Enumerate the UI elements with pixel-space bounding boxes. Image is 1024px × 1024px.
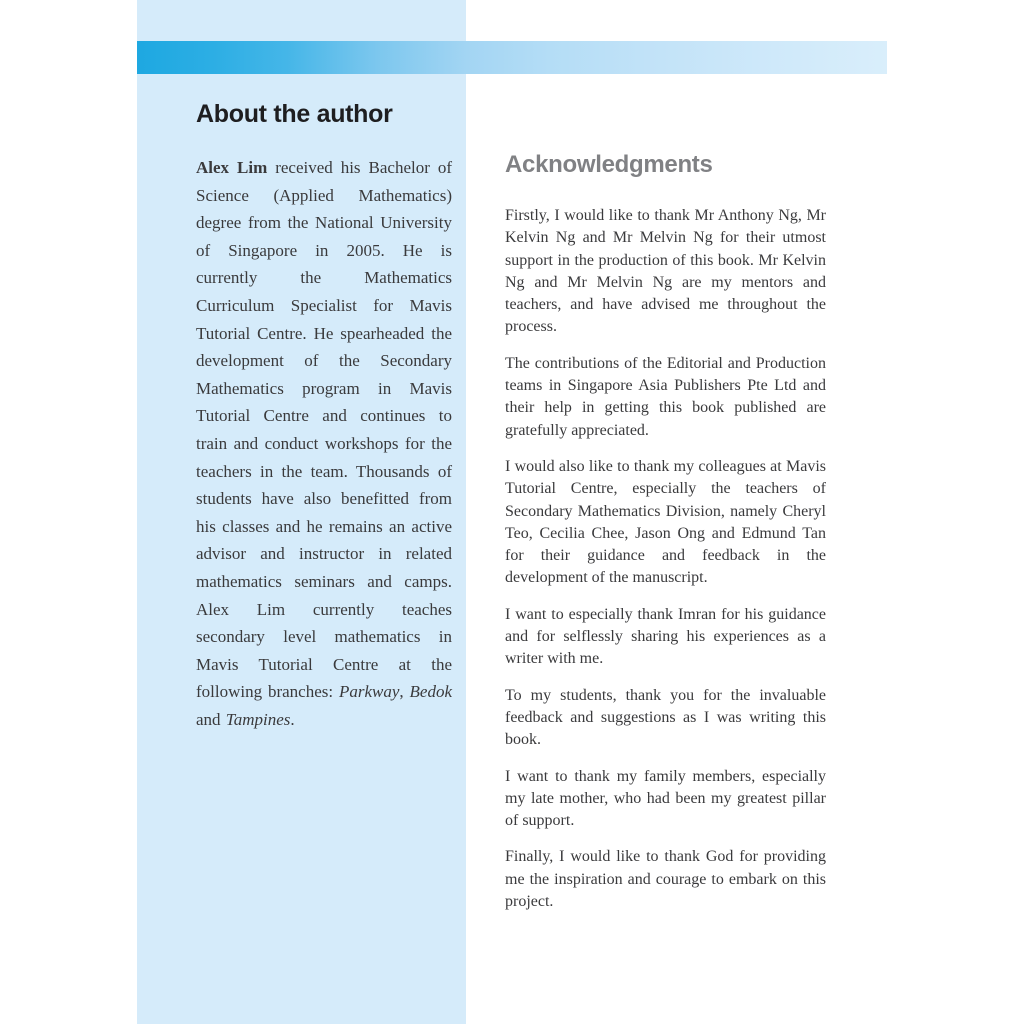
acknowledgments-paragraph-1: Firstly, I would like to thank Mr Anthony Ng, Mr Kelvin Ng and Mr Melvin Ng for their utmost support in the production of this book. Mr Kelvin Ng and Mr Melvin Ng are my mentors and teachers, and have advised me throughout the process. bbox=[505, 207, 826, 336]
acknowledgments-paragraph-7: Finally, I would like to thank God for providing me the inspiration and courage to embark on this project. bbox=[505, 848, 826, 911]
branch-parkway: Parkway bbox=[338, 682, 400, 702]
about-paragraph bbox=[196, 154, 452, 733]
author-name: Alex Lim bbox=[196, 158, 268, 177]
acknowledgments-paragraph-6: I want to thank my family members, especially my late mother, who had been my greatest pillar of support. bbox=[505, 767, 826, 830]
header-gradient-bar bbox=[137, 41, 887, 74]
acknowledgments-paragraph-5: To my students, thank you for the invaluable feedback and suggestions as I was writing this book. bbox=[505, 686, 826, 749]
acknowledgments-heading: Acknowledgments bbox=[505, 151, 713, 178]
about-body-text: received his Bachelor of Science (Applied Mathematics) degree from the National University of Singapore in 2005. He is currently the Mathematics Curriculum Specialist for Mavis Tutorial Centre. He spearheaded the development of the Secondary Mathematics program in Mavis Tutorial Centre and continues to train and conduct workshops for the teachers in the team. Thousands of students have also benefitted from his classes and he remains an active advisor and instructor in related mathematics seminars and camps. Alex Lim currently teaches secondary level mathematics in Mavis Tutorial Centre at the following branches: bbox=[196, 158, 452, 702]
sentence-period: . bbox=[290, 709, 295, 729]
branch-tampines: Tampines bbox=[225, 709, 291, 729]
acknowledgments-paragraph-4: I want to especially thank Imran for his guidance and for selflessly sharing his experiences as a writer with me. bbox=[505, 605, 826, 668]
branch-separator-comma: , bbox=[399, 682, 410, 702]
about-heading: About the author bbox=[196, 100, 393, 128]
branch-separator-and: and bbox=[196, 709, 226, 729]
about-the-author-section bbox=[196, 100, 452, 733]
branch-bedok: Bedok bbox=[409, 682, 452, 702]
acknowledgments-section bbox=[505, 151, 826, 927]
acknowledgments-paragraph-3: I would also like to thank my colleagues at Mavis Tutorial Centre, especially the teachers of Secondary Mathematics Division, namely Cheryl Teo, Cecilia Chee, Jason Ong and Edmund Tan for their guidance and feedback in the development of the manuscript. bbox=[505, 457, 826, 587]
acknowledgments-paragraph-2: The contributions of the Editorial and Production teams in Singapore Asia Publishers Pte Ltd and their help in getting this book published are gratefully appreciated. bbox=[505, 354, 826, 439]
